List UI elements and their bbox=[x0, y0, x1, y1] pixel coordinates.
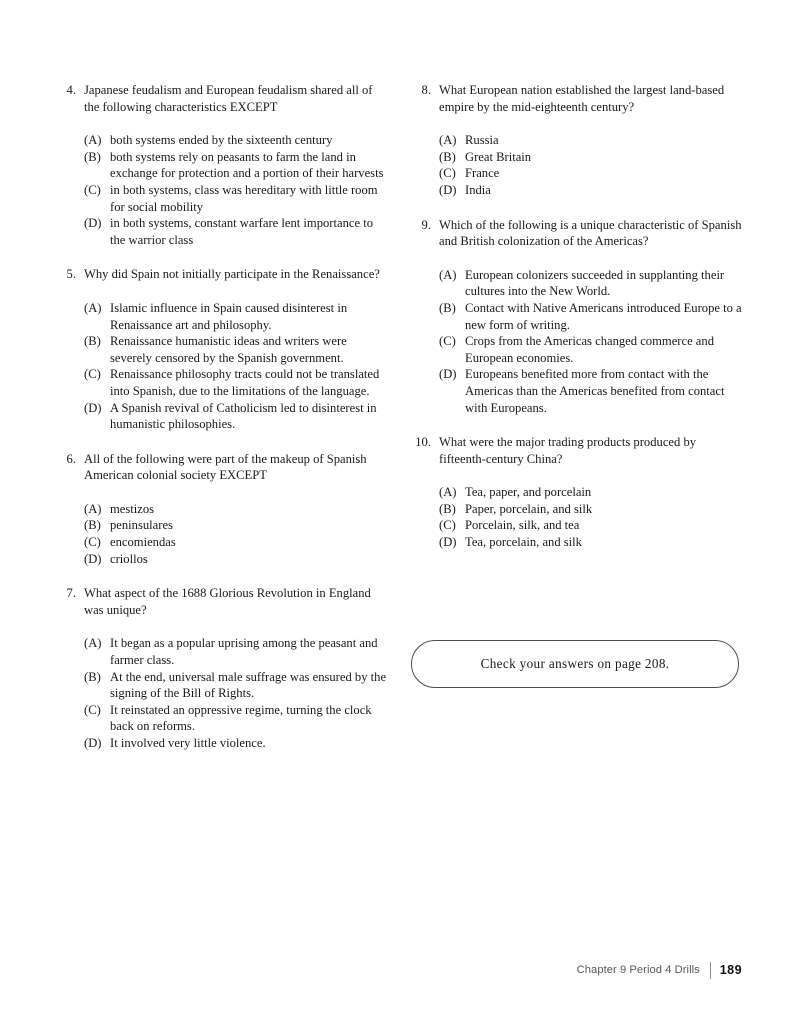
answer-option-label: (D) bbox=[84, 736, 102, 750]
answer-option-label: (B) bbox=[84, 518, 101, 533]
answer-option[interactable] bbox=[411, 517, 746, 534]
answer-option-text: Crops from the Americas changed commerce and European economies. bbox=[465, 334, 714, 365]
answer-option-label: (C) bbox=[439, 334, 456, 349]
answer-options bbox=[411, 132, 746, 198]
answer-option[interactable] bbox=[411, 366, 746, 416]
answer-option-label: (B) bbox=[439, 300, 456, 315]
answer-option-label: (A) bbox=[84, 133, 102, 148]
answer-option[interactable] bbox=[56, 702, 391, 735]
question-text: What aspect of the 1688 Glorious Revolution in England was unique? bbox=[84, 586, 371, 617]
answer-option-text: India bbox=[465, 182, 491, 197]
answer-option[interactable] bbox=[411, 132, 746, 149]
answer-option[interactable] bbox=[411, 165, 746, 182]
question-number: 10. bbox=[415, 435, 431, 450]
question-number: 8. bbox=[421, 83, 431, 97]
question-header bbox=[56, 82, 391, 115]
answer-option-label: (B) bbox=[84, 149, 101, 164]
answer-option-text: encomiendas bbox=[110, 535, 176, 550]
answer-option[interactable] bbox=[56, 182, 391, 215]
answer-option[interactable] bbox=[411, 501, 746, 518]
answer-option[interactable] bbox=[56, 333, 391, 366]
question-block bbox=[56, 266, 391, 432]
answer-options bbox=[56, 501, 391, 567]
answer-option-label: (D) bbox=[84, 551, 102, 566]
answer-option[interactable] bbox=[411, 333, 746, 366]
answer-option-label: (A) bbox=[439, 267, 457, 282]
question-text: Which of the following is a unique characteristic of Spanish and British colonization of the Americas? bbox=[439, 217, 742, 249]
answer-options bbox=[56, 132, 391, 248]
answer-option-label: (C) bbox=[439, 166, 456, 181]
answer-option[interactable] bbox=[56, 669, 391, 702]
answer-option-label: (D) bbox=[439, 367, 457, 382]
question-text: Japanese feudalism and European feudalism shared all of the following characteristics EXCEPT bbox=[84, 83, 373, 114]
answer-option-text: Renaissance humanistic ideas and writers were severely censored by the Spanish government. bbox=[110, 334, 347, 365]
answer-option-label: (D) bbox=[84, 400, 102, 415]
answer-option[interactable] bbox=[411, 182, 746, 199]
answer-option-text: European colonizers succeeded in supplanting their cultures into the New World. bbox=[465, 267, 725, 299]
answer-option[interactable] bbox=[56, 517, 391, 534]
answer-option-label: (C) bbox=[84, 367, 101, 382]
answer-option-text: Great Britain bbox=[465, 149, 532, 164]
question-header bbox=[411, 434, 746, 467]
question-header bbox=[56, 266, 391, 283]
answer-option-label: (A) bbox=[439, 485, 457, 500]
answer-option-label: (D) bbox=[84, 216, 102, 231]
question-number: 9. bbox=[421, 217, 431, 232]
answer-option-text: Tea, porcelain, and silk bbox=[465, 535, 582, 550]
question-number: 4. bbox=[66, 83, 76, 97]
answer-option[interactable] bbox=[56, 149, 391, 182]
answer-option-label: (C) bbox=[439, 518, 456, 533]
left-question-column bbox=[56, 82, 391, 770]
right-question-column bbox=[411, 82, 746, 569]
page-footer bbox=[577, 960, 742, 980]
question-text: Why did Spain not initially participate in the Renaissance? bbox=[84, 267, 380, 282]
answer-option[interactable] bbox=[56, 534, 391, 551]
question-block bbox=[56, 585, 391, 751]
answer-option[interactable] bbox=[56, 501, 391, 518]
footer-divider bbox=[710, 962, 711, 979]
answer-option[interactable] bbox=[56, 635, 391, 668]
answer-option-text: both systems ended by the sixteenth century bbox=[110, 133, 333, 148]
answer-option-text: mestizos bbox=[110, 501, 155, 516]
check-answers-text: Check your answers on page 208. bbox=[480, 656, 670, 671]
answer-option[interactable] bbox=[56, 215, 391, 248]
answer-option[interactable] bbox=[56, 300, 391, 333]
answer-option-text: in both systems, class was hereditary with little room for social mobility bbox=[110, 182, 378, 214]
answer-option-text: France bbox=[465, 166, 500, 181]
answer-option-label: (C) bbox=[84, 702, 101, 717]
question-header bbox=[56, 451, 391, 484]
answer-option-label: (A) bbox=[84, 501, 102, 516]
answer-option-text: At the end, universal male suffrage was ensured by the signing of the Bill of Rights. bbox=[110, 669, 387, 701]
answer-options bbox=[56, 635, 391, 751]
answer-option-text: It reinstated an oppressive regime, turning the clock back on reforms. bbox=[110, 702, 372, 734]
answer-option-label: (B) bbox=[439, 149, 456, 164]
question-number: 5. bbox=[66, 267, 76, 282]
answer-option-label: (A) bbox=[84, 636, 102, 651]
footer-chapter-label: Chapter 9 Period 4 Drills bbox=[576, 964, 700, 976]
answer-option-label: (C) bbox=[84, 182, 101, 197]
answer-option[interactable] bbox=[56, 400, 391, 433]
answer-option-text: A Spanish revival of Catholicism led to disinterest in humanistic philosophies. bbox=[110, 400, 377, 432]
question-text: All of the following were part of the makeup of Spanish American colonial society EXCEPT bbox=[84, 451, 367, 483]
answer-options bbox=[411, 267, 746, 416]
question-block bbox=[411, 82, 746, 199]
answer-option[interactable] bbox=[411, 300, 746, 333]
answer-option-label: (B) bbox=[84, 669, 101, 684]
question-header bbox=[56, 585, 391, 618]
answer-option-text: Islamic influence in Spain caused disinterest in Renaissance art and philosophy. bbox=[110, 300, 348, 332]
answer-option-text: Paper, porcelain, and silk bbox=[465, 501, 593, 516]
answer-option-text: peninsulares bbox=[110, 518, 173, 533]
question-block bbox=[56, 451, 391, 568]
footer-page-number: 189 bbox=[719, 963, 742, 977]
answer-option-label: (A) bbox=[439, 133, 457, 148]
question-header bbox=[411, 82, 746, 115]
answer-option[interactable] bbox=[56, 366, 391, 399]
question-header bbox=[411, 217, 746, 250]
answer-option-text: in both systems, constant warfare lent importance to the warrior class bbox=[110, 216, 373, 247]
answer-option[interactable] bbox=[411, 534, 746, 551]
answer-option-label: (A) bbox=[84, 300, 102, 315]
answer-option[interactable] bbox=[411, 267, 746, 300]
check-answers-callout bbox=[411, 640, 739, 688]
answer-option-text: Russia bbox=[465, 133, 499, 148]
answer-option[interactable] bbox=[56, 735, 391, 752]
answer-option[interactable] bbox=[411, 484, 746, 501]
answer-option-text: Porcelain, silk, and tea bbox=[465, 518, 580, 533]
answer-option-text: Contact with Native Americans introduced Europe to a new form of writing. bbox=[465, 300, 742, 332]
answer-option-label: (B) bbox=[84, 334, 101, 349]
question-number: 7. bbox=[66, 586, 76, 601]
question-number: 6. bbox=[66, 451, 76, 466]
question-block bbox=[411, 217, 746, 417]
answer-option[interactable] bbox=[411, 149, 746, 166]
answer-option-label: (D) bbox=[439, 535, 457, 550]
answer-option-text: both systems rely on peasants to farm the land in exchange for protection and a portion of their harvests bbox=[110, 149, 384, 181]
question-text: What European nation established the largest land-based empire by the mid-eighteenth century? bbox=[439, 83, 725, 114]
answer-option-text: It involved very little violence. bbox=[110, 736, 266, 750]
answer-options bbox=[56, 300, 391, 433]
answer-option[interactable] bbox=[56, 551, 391, 568]
answer-option-text: Europeans benefited more from contact with the Americas than the Americas benefited from contact with Europeans. bbox=[465, 367, 725, 415]
answer-options bbox=[411, 484, 746, 550]
answer-option-label: (D) bbox=[439, 182, 457, 197]
answer-option-text: It began as a popular uprising among the peasant and farmer class. bbox=[110, 636, 378, 668]
answer-option[interactable] bbox=[56, 132, 391, 149]
question-text: What were the major trading products produced by fifteenth-century China? bbox=[439, 435, 697, 466]
answer-option-label: (B) bbox=[439, 501, 456, 516]
question-block bbox=[56, 82, 391, 248]
answer-option-label: (C) bbox=[84, 535, 101, 550]
answer-option-text: criollos bbox=[110, 551, 148, 566]
answer-option-text: Renaissance philosophy tracts could not be translated into Spanish, due to the limitations of the language. bbox=[110, 367, 380, 398]
answer-option-text: Tea, paper, and porcelain bbox=[465, 485, 592, 500]
question-block bbox=[411, 434, 746, 551]
